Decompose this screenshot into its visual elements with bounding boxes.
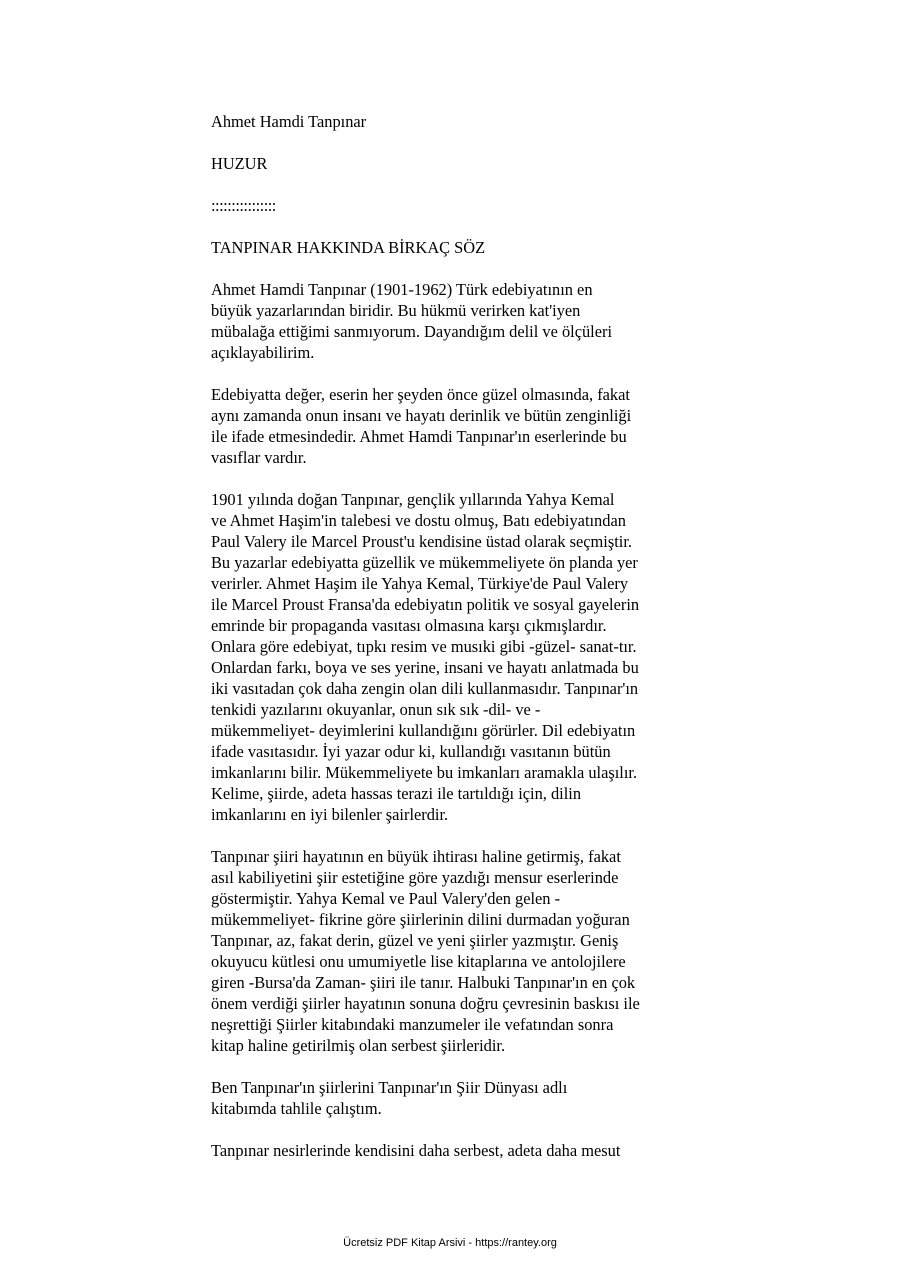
paragraph: Tanpınar şiiri hayatının en büyük ihtirası haline getirmiş, fakat asıl kabiliyetini şiir estetiğine göre yazdığı mensur eserlerinde göstermiştir. Yahya Kemal ve Paul Valery'den gelen - mükemmeliyet- fikrine göre şiirlerinin dilini durmadan yoğuran Tanpınar, az, fakat derin, güzel ve yeni şiirler yazmıştır. Geniş okuyucu kütlesi onu umumiyetle lise kitaplarına ve antolojilere giren -Bursa'da Zaman- şiiri ile tanır. Halbuki Tanpınar'ın en çok önem verdiği şiirler hayatının sonuna doğru çevresinin baskısı ile neşrettiği Şiirler kitabındaki manzumeler ile vefatından sonra kitap haline getirilmiş olan serbest şiirleridir. [211, 847, 640, 1055]
paragraph: Ben Tanpınar'ın şiirlerini Tanpınar'ın Şiir Dünyası adlı kitabımda tahlile çalıştım. [211, 1078, 568, 1118]
section-title: TANPINAR HAKKINDA BİRKAÇ SÖZ [211, 238, 486, 257]
book-title: HUZUR [211, 154, 268, 173]
paragraph: Tanpınar nesirlerinde kendisini daha serbest, adeta daha mesut [211, 1141, 621, 1160]
author-name: Ahmet Hamdi Tanpınar [211, 112, 367, 131]
paragraph: 1901 yılında doğan Tanpınar, gençlik yıllarında Yahya Kemal ve Ahmet Haşim'in talebesi ve dostu olmuş, Batı edebiyatından Paul Valery ile Marcel Proust'u kendisine üstad olarak seçmiştir. Bu yazarlar edebiyatta güzellik ve mükemmeliyete ön planda yer verirler. Ahmet Haşim ile Yahya Kemal, Türkiye'de Paul Valery ile Marcel Proust Fransa'da edebiyatın politik ve sosyal gayelerin emrinde bir propaganda vasıtası olmasına karşı çıkmışlardır. Onlara göre edebiyat, tıpkı resim ve musıki gibi -güzel- sanat-tır. Onlardan farkı, boya ve ses yerine, insani ve hayatı anlatmada bu iki vasıtadan çok daha zengin olan dili kullanmasıdır. Tanpınar'ın tenkidi yazılarını okuyanlar, onun sık sık -dil- ve - mükemmeliyet- deyimlerini kullandığını görürler. Dil edebiyatın ifade vasıtasıdır. İyi yazar odur ki, kullandığı vasıtanın bütün imkanlarını bilir. Mükemmeliyete bu imkanları aramakla ulaşılır. Kelime, şiirde, adeta hassas terazi ile tartıldığı için, dilin imkanlarını en iyi bilenler şairlerdir. [211, 490, 640, 824]
separator-line: :::::::::::::::: [211, 196, 276, 215]
paragraph: Edebiyatta değer, eserin her şeyden önce güzel olmasında, fakat aynı zamanda onun insanı ve hayatı derinlik ve bütün zenginliği ile ifade etmesindedir. Ahmet Hamdi Tanpınar'ın eserlerinde bu vasıflar vardır. [211, 385, 632, 467]
page-footer: Ücretsiz PDF Kitap Arsivi - https://rantey.org [343, 1237, 557, 1249]
paragraph: Ahmet Hamdi Tanpınar (1901-1962) Türk edebiyatının en büyük yazarlarından biridir. Bu hükmü verirken kat'iyen mübalağa ettiğimi sanmıyorum. Dayandığım delil ve ölçüleri açıklayabilirim. [211, 280, 613, 362]
